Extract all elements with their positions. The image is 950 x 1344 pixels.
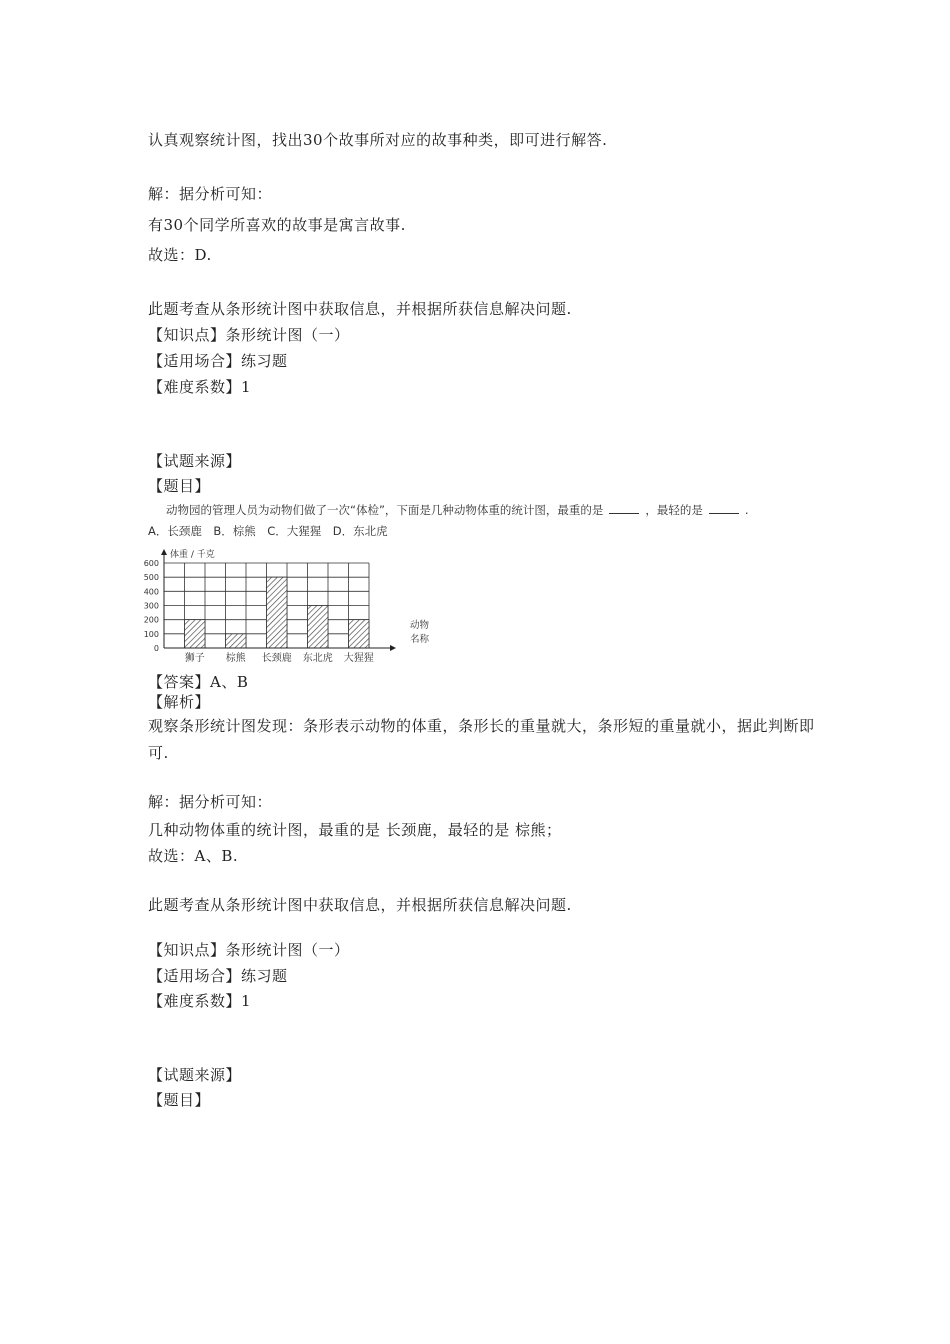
- bar: [185, 620, 206, 648]
- y-tick-label: 0: [153, 644, 159, 653]
- x-tick-label: 东北虎: [302, 653, 333, 664]
- x-tick-label: 长颈鹿: [261, 653, 292, 664]
- choice-text: 故选：D.: [148, 246, 212, 264]
- difficulty-level-2: 【难度系数】1: [148, 992, 252, 1010]
- solution-line-2: 几种动物体重的统计图，最重的是 长颈鹿，最轻的是 棕熊；: [148, 821, 562, 839]
- options-text: A．长颈鹿 B．棕熊 C．大猩猩 D．东北虎: [148, 524, 388, 538]
- analysis-line-1: 观察条形统计图发现：条形表示动物的体重，条形长的重量就大，条形短的重量就小，据此判断即: [148, 717, 815, 735]
- x-axis-arrow: [390, 645, 396, 651]
- hint-text: 认真观察统计图，找出30个故事所对应的故事种类，即可进行解答.: [148, 131, 608, 149]
- question-end: .: [744, 503, 749, 517]
- x-tick-label: 大猩猩: [343, 653, 374, 664]
- choice-text-2: 故选：A、B.: [148, 847, 239, 865]
- x-axis-label: 名称: [410, 634, 430, 645]
- x-tick-label: 棕熊: [225, 653, 246, 664]
- y-tick-label: 400: [144, 587, 159, 597]
- bar: [308, 606, 329, 649]
- answer-blank-2: [709, 501, 739, 514]
- bar: [349, 620, 370, 648]
- y-axis-arrow: [161, 549, 167, 555]
- y-tick-label: 500: [144, 573, 159, 583]
- question-text: [166, 501, 749, 518]
- knowledge-point: 【知识点】条形统计图（一）: [148, 326, 350, 344]
- solution-heading: 解：据分析可知：: [148, 185, 273, 203]
- y-axis-label: 体重 / 千克: [170, 550, 215, 560]
- question-tag-3: 【题目】: [148, 1091, 211, 1109]
- x-axis-label: 动物: [410, 620, 430, 631]
- bar: [267, 577, 288, 648]
- solution-heading-2: 解：据分析可知：: [148, 793, 273, 811]
- answer-text: 【答案】A、B: [148, 673, 249, 691]
- analysis-tag: 【解析】: [148, 693, 211, 711]
- applicable-scene-2: 【适用场合】练习题: [148, 967, 288, 985]
- comment-text: 此题考查从条形统计图中获取信息，并根据所获信息解决问题.: [148, 300, 572, 318]
- comment-text-2: 此题考查从条形统计图中获取信息，并根据所获信息解决问题.: [148, 896, 572, 914]
- difficulty-level: 【难度系数】1: [148, 378, 252, 396]
- y-tick-label: 600: [144, 559, 159, 568]
- animal-weight-bar-chart: [144, 546, 444, 668]
- y-tick-label: 200: [144, 615, 159, 625]
- applicable-scene: 【适用场合】练习题: [148, 352, 288, 370]
- x-tick-label: 狮子: [184, 653, 205, 664]
- knowledge-point-2: 【知识点】条形统计图（一）: [148, 941, 350, 959]
- bar: [226, 634, 247, 648]
- y-tick-label: 300: [144, 601, 159, 611]
- source-tag: 【试题来源】: [148, 452, 242, 470]
- question-part-a: 动物园的管理人员为动物们做了一次“体检”，下面是几种动物体重的统计图，最重的是: [166, 503, 604, 517]
- analysis-line-2: 可.: [148, 744, 169, 762]
- source-tag-3: 【试题来源】: [148, 1066, 242, 1084]
- answer-blank-1: [609, 501, 639, 514]
- question-tag: 【题目】: [148, 477, 211, 495]
- y-tick-label: 100: [144, 629, 159, 639]
- question-part-b: ，最轻的是: [645, 503, 703, 517]
- solution-line: 有30个同学所喜欢的故事是寓言故事.: [148, 216, 406, 234]
